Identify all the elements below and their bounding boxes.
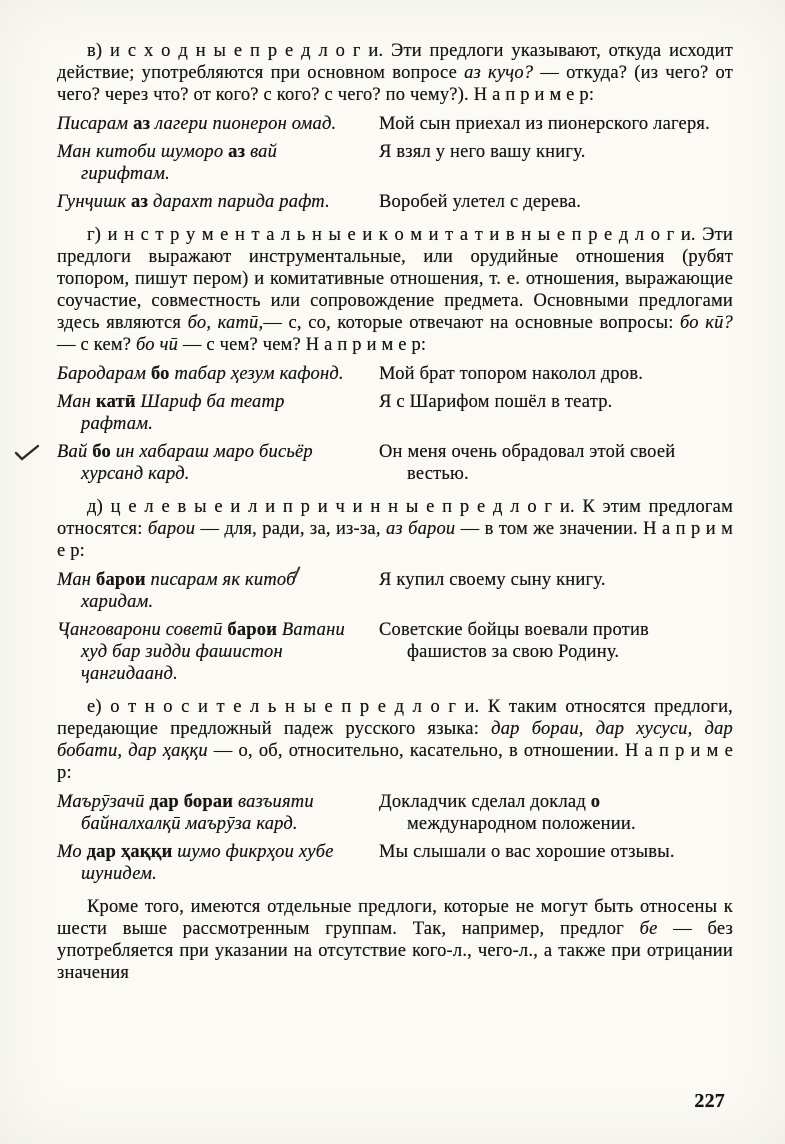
text-run: Ҷанговарони советӣ (57, 620, 228, 640)
paragraph (57, 896, 733, 984)
example-row (57, 791, 733, 835)
text-run: Ман (57, 392, 97, 412)
example-row (57, 841, 733, 885)
text-run: Ман китоби шуморо (57, 142, 229, 162)
example-row (57, 569, 733, 613)
russian-translation (379, 569, 733, 613)
example-table (57, 569, 733, 685)
example-table (57, 363, 733, 485)
russian-translation (379, 791, 733, 835)
russian-translation (379, 191, 733, 213)
paragraph (57, 696, 733, 784)
text-run: Я с Шарифом пошёл в театр. (379, 392, 613, 412)
text-run: Вай (57, 442, 93, 462)
text-run: в) и с х о д н ы е п р е д л о г и. (87, 41, 392, 61)
text-run: Ватани худ бар зидди фашистон ҷангидаанд. (81, 620, 345, 684)
text-run: Докладчик сделал доклад (379, 792, 591, 812)
text-run: Писарам (57, 114, 134, 134)
example-row (57, 113, 733, 135)
text-run: Мой брат топором наколол дров. (379, 364, 644, 384)
tajik-example (57, 791, 355, 835)
text-run: Гунҷишк (57, 192, 132, 212)
text-run: Я взял у него вашу книгу. (379, 142, 586, 162)
text-run: Он меня очень обрадовал этой своей вестью. (379, 442, 676, 484)
text-run: е) о т н о с и т е л ь н ы е п р е д л о г и. (87, 697, 488, 717)
russian-translation (379, 619, 733, 685)
text-run: Я купил своему сыну книгу. (379, 570, 606, 590)
text-run: Мой сын приехал из пионерского лагеря. (379, 114, 710, 134)
text-run: Эти предлоги выражают инструментальные, или орудийные отношения (рубят топором, пишут пером) и комитативные отношения, т. е. отношения, выражающие соучастие, совместность или сопровождение предмета. Основными предлогами здесь являются (57, 225, 733, 333)
text-run: Маърӯзачӣ (57, 792, 150, 812)
page-number: 227 (694, 1090, 725, 1112)
text-run: — для, ради, за, из-за, (195, 519, 386, 539)
russian-translation (379, 141, 733, 185)
example-row (57, 191, 733, 213)
text-run: барои (227, 620, 278, 640)
text-run: ин хабараш маро бисьёр хурсанд кард. (81, 442, 313, 484)
text-run: аз (131, 192, 149, 212)
text-run: аз (228, 142, 246, 162)
text-run: аз барои (385, 519, 456, 539)
tajik-example (57, 141, 355, 185)
tajik-example (57, 441, 355, 485)
text-run: К этим предлогам относятся: (57, 497, 734, 539)
text-run: о (590, 792, 601, 812)
russian-translation (379, 363, 733, 385)
tajik-example (57, 113, 355, 135)
text-run: бо чӣ (136, 335, 179, 355)
text-run: Бародарам (57, 364, 151, 384)
example-row (57, 619, 733, 685)
text-run: бо кӣ? (680, 313, 733, 333)
tajik-example (57, 619, 355, 685)
text-run: шумо фикрҳои хубе шунидем. (81, 842, 334, 884)
text-run: — в том же значении. Н а п р и м е р: (57, 519, 734, 561)
example-row (57, 363, 733, 385)
text-run: лагери пионерон омад. (150, 114, 337, 134)
russian-translation (379, 441, 733, 485)
text-run: барои (96, 570, 146, 590)
text-run: — откуда? (из чего? от чего? через что? от кого? с кого? с чего? по чему?). Н а п р и м е р: (57, 63, 733, 105)
example-table (57, 791, 733, 885)
paragraph (57, 224, 733, 356)
text-run: — с кем? (57, 335, 137, 355)
text-run: К таким относятся предлоги, передающие предложный падеж русского языка: (57, 697, 734, 739)
text-run: Ман (57, 570, 97, 590)
example-row (57, 391, 733, 435)
text-run: вай гирифтам. (81, 142, 278, 184)
text-run: писарам як китоб харидам. (81, 570, 296, 612)
text-run: дар бораи (149, 792, 234, 812)
example-row (57, 141, 733, 185)
text-run: бо, катӣ, (187, 313, 264, 333)
russian-translation (379, 391, 733, 435)
text-run: — с чем? чем? Н а п р и м е р: (178, 335, 427, 355)
russian-translation (379, 113, 733, 135)
text-run: бо (150, 364, 170, 384)
text-run: Эти предлоги указывают, откуда исходит действие; употребляются при основном вопросе (57, 41, 734, 83)
text-run: — с, со, которые отвечают на основные вопросы: (263, 313, 681, 333)
pencil-checkmark-icon (14, 444, 40, 462)
text-run: г) и н с т р у м е н т а л ь н ы е и к о м и т а т и в н ы е п р е д л о г и. (87, 225, 703, 245)
tajik-example (57, 363, 355, 385)
text-run: аз куҷо? (464, 63, 534, 83)
text-run: табар ҳезум кафонд. (169, 364, 344, 384)
paragraph (57, 40, 733, 106)
text-run: Мы слышали о вас хорошие отзывы. (379, 842, 675, 862)
text-run: Мо (57, 842, 87, 862)
text-run: Шариф ба театр рафтам. (81, 392, 285, 434)
example-row (57, 441, 733, 485)
text-run: дар бораи, дар хусуси, дар бобати, дар ҳаққи (57, 719, 734, 761)
tajik-example (57, 391, 355, 435)
paragraph (57, 496, 733, 562)
text-run: барои (147, 519, 196, 539)
text-run: бо (92, 442, 111, 462)
text-run: катӣ (96, 392, 136, 412)
text-run: — без употребляется при указании на отсутствие кого-л., чего-л., а также при отрицании значения (57, 919, 733, 983)
text-run: аз (133, 114, 151, 134)
text-run: Кроме того, имеются отдельные предлоги, которые не могут быть относены к шести выше рассмотренным группам. Так, например, предлог (57, 897, 733, 939)
russian-translation (379, 841, 733, 885)
tajik-example (57, 191, 355, 213)
text-run: бе (639, 919, 658, 939)
tajik-example (57, 841, 355, 885)
text-run: д) ц е л е в ы е и л и п р и ч и н н ы е п р е д л о г и. (87, 497, 583, 517)
example-table (57, 113, 733, 213)
text-run: — о, об, относительно, касательно, в отношении. Н а п р и м е р: (57, 741, 733, 783)
text-run: международном положении. (407, 814, 636, 834)
text-run: дарахт парида рафт. (148, 192, 330, 212)
text-run: Воробей улетел с дерева. (379, 192, 582, 212)
text-run: дар ҳаққи (86, 842, 173, 862)
text-run: Советские бойцы воевали против фашистов за свою Родину. (379, 620, 649, 662)
page-content (57, 40, 733, 991)
tajik-example (57, 569, 355, 613)
text-run: вазъияти байналхалқӣ маърӯза кард. (81, 792, 314, 834)
